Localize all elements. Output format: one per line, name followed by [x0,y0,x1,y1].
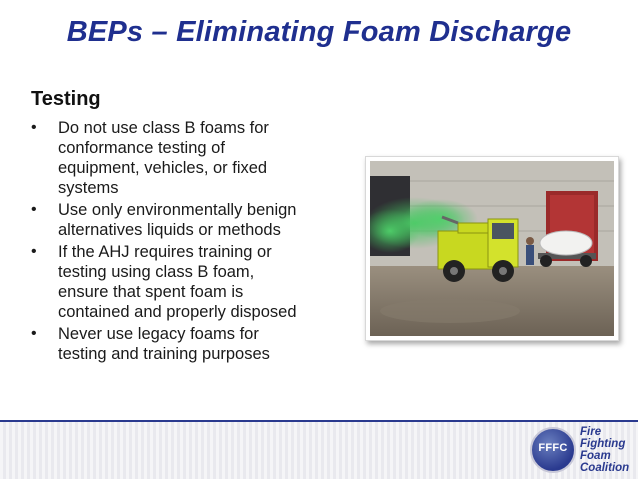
logo-abbreviation: FFFC [538,442,568,454]
bullet-icon: • [31,119,37,136]
bullet-item [31,118,301,198]
bullet-text: Do not use class B foams for conformance testing of equipment, vehicles, or fixed systems [58,119,269,197]
bullet-icon: • [31,201,37,218]
bullet-icon: • [31,325,37,342]
fire-truck-photo [365,156,619,341]
bullet-text: If the AHJ requires training or testing using class B foam, ensure that spent foam is contained and properly disposed [58,243,297,321]
logo-line: Fighting [580,438,626,450]
bullet-text: Use only environmentally benign alternatives liquids or methods [58,201,297,239]
section-heading: Testing [31,88,101,110]
bullet-item [31,242,301,322]
bullet-item [31,200,301,240]
fire-truck-spraying-image [370,161,614,336]
logo-line: Coalition [580,462,630,474]
bullet-item [31,324,301,364]
bullet-list [31,118,301,366]
slide-title: BEPs – Eliminating Foam Discharge [66,16,572,48]
logo-wordmark [580,426,638,474]
logo-line: Foam [580,450,611,462]
bullet-icon: • [31,243,37,260]
ffc-logo [530,424,630,476]
bullet-text: Never use legacy foams for testing and training purposes [58,325,270,363]
logo-line: Fire [580,426,602,438]
